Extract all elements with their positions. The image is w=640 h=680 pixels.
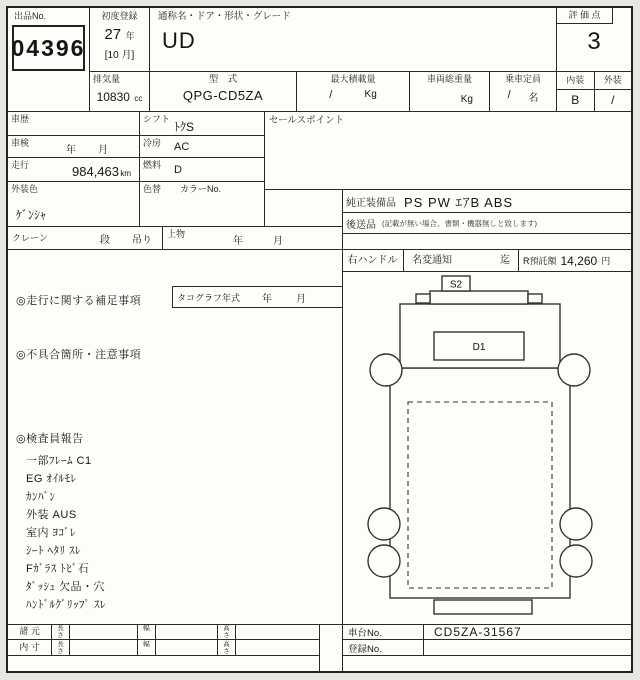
model-code-label: 型 式 (208, 74, 238, 85)
body-color-cell (8, 182, 140, 227)
interior-exterior-value-row (557, 90, 631, 111)
capacity-cell (490, 72, 557, 112)
color-no-label: カラーNo. (180, 184, 222, 194)
mileage-value: 984,463 (72, 164, 119, 179)
deposit-label: R預託額 (523, 256, 557, 266)
first-registration-cell (90, 8, 150, 72)
model-code-cell (150, 72, 297, 112)
displacement-value-row (90, 88, 149, 106)
interior-exterior-cell (557, 72, 631, 112)
upper-body-value: 年 月 (233, 236, 293, 247)
s2-mark: S2 (449, 279, 463, 291)
width-label: 幅 (143, 625, 150, 632)
gross-weight-unit: Kg (460, 94, 473, 105)
chassis-value: CD5ZA-31567 (434, 624, 522, 639)
later-items-note: (記載が無い場合、書類・機器無しと致します) (382, 218, 537, 228)
inner-row-label-cell (8, 640, 52, 656)
report-item: ｼｰﾄ ﾍﾀﾘ ｽﾚ (26, 545, 82, 557)
score-cell (557, 8, 631, 72)
wheel-rear-left-1 (368, 508, 400, 540)
spec-height-label-cell (218, 624, 236, 640)
max-load-unit: Kg (364, 89, 377, 100)
first-registration-year: 27 (104, 26, 122, 43)
sales-point-cell (265, 112, 631, 190)
crane-label: クレーン (12, 233, 48, 243)
crane-hoist-label: 吊り (132, 235, 152, 246)
name-change-until: 迄 (500, 255, 510, 266)
inspection-cell (8, 136, 140, 158)
auction-sheet-form (6, 6, 633, 673)
exterior-grade: / (611, 93, 615, 107)
shift-value: ﾄｸS (174, 120, 195, 134)
vehicle-name-header: 通称名・ドア・形状・グレード (158, 11, 291, 22)
shift-label: シフト (143, 114, 171, 124)
wheel-rear-right-1 (560, 508, 592, 540)
spec-row-label: 諸 元 (19, 626, 40, 636)
history-label: 車歴 (11, 114, 30, 124)
height-label: 高さ (223, 641, 230, 655)
recolor-cell (140, 182, 265, 227)
spec-height-value (236, 624, 320, 640)
mileage-note-heading: ◎走行に関する補足事項 (16, 295, 142, 307)
wheel-rear-left-2 (368, 545, 400, 577)
equipment-label: 純正装備品 (346, 197, 396, 209)
interior-exterior-header-row (557, 72, 631, 90)
model-code-value: QPG-CD5ZA (182, 88, 264, 103)
mileage-label: 走行 (11, 160, 30, 170)
spec-length-value (70, 624, 138, 640)
lot-cell (8, 8, 90, 112)
vehicle-name-cell (150, 8, 557, 72)
interior-label: 内装 (557, 72, 595, 89)
report-item: 室内 ﾖｺﾞﾚ (26, 527, 77, 539)
body-color-value: ｹﾞﾝｼｬ (16, 208, 47, 222)
upper-body-label: 上物 (167, 229, 186, 239)
fuel-cell (140, 158, 265, 182)
handle-deposit-row (342, 249, 631, 272)
truck-rear-bumper (434, 600, 532, 614)
spec-width-label-cell (138, 624, 156, 640)
width-label: 幅 (143, 641, 150, 648)
report-item: EG ｵｲﾙﾓﾚ (26, 473, 77, 485)
truck-front-bumper (430, 291, 528, 304)
first-registration-year-unit: 年 (125, 31, 135, 41)
truck-top-view-svg (342, 272, 631, 624)
chassis-label: 車台No. (348, 627, 382, 639)
steering-label: 右ハンドル (342, 250, 404, 271)
score-value: 3 (587, 28, 601, 55)
crane-stage-label: 段 (100, 235, 110, 246)
capacity-value: / (507, 89, 511, 101)
report-item: ｶﾝﾊﾞﾝ (26, 491, 56, 503)
deposit-unit: 円 (601, 256, 611, 266)
fuel-value: D (174, 164, 182, 176)
inner-width-label-cell (138, 640, 156, 656)
inner-height-value (236, 640, 320, 656)
displacement-unit: cc (134, 94, 143, 103)
spec-length-label-cell (52, 624, 70, 640)
capacity-unit: 名 (528, 93, 539, 104)
report-item: 一部ﾌﾚｰﾑ C1 (26, 455, 92, 467)
crane-cell (8, 227, 163, 250)
max-load-cell (297, 72, 410, 112)
inspector-report-list (26, 452, 326, 614)
vehicle-diagram (342, 272, 631, 624)
length-label: 長さ (57, 641, 64, 655)
truck-front-right-corner (528, 294, 542, 303)
report-item: ﾊﾝﾄﾞﾙｸﾞﾘｯﾌﾟ ｽﾚ (26, 599, 107, 611)
name-change-cell (404, 250, 519, 271)
gross-weight-label: 車両総重量 (426, 74, 472, 84)
recolor-label: 色替 (143, 184, 162, 194)
defects-heading: ◎不具合箇所・注意事項 (16, 349, 142, 361)
inspector-heading: ◎検査員報告 (16, 433, 84, 445)
inner-length-label-cell (52, 640, 70, 656)
sales-point-label: セールスポイント (269, 115, 345, 126)
max-load-value-row (297, 89, 409, 101)
max-load-label: 最大積載量 (330, 74, 376, 84)
displacement-label: 排気量 (93, 74, 121, 84)
spec-row-label-cell (8, 624, 52, 640)
history-cell (8, 112, 140, 136)
report-item: 外装 AUS (26, 509, 77, 521)
later-items-cell (342, 213, 631, 234)
vehicle-name-value: UD (162, 28, 196, 53)
equipment-value: PS PW ｴｱB ABS (404, 194, 514, 210)
capacity-value-row (490, 89, 556, 104)
shift-cell (140, 112, 265, 136)
wheel-rear-right-2 (560, 545, 592, 577)
registration-label: 登録No. (348, 643, 382, 655)
max-load-value: / (329, 89, 333, 101)
inspection-value: 年 月 (66, 145, 114, 156)
body-color-label: 外装色 (11, 184, 39, 194)
inspection-label: 車検 (11, 138, 30, 148)
tachograph-value: 年 月 (262, 293, 314, 305)
sales-point-extension (265, 190, 342, 227)
length-label: 長さ (57, 625, 64, 639)
tachograph-cell (172, 286, 342, 308)
tachograph-label: タコグラフ年式 (177, 292, 241, 303)
first-registration-month: [10 月] (104, 50, 135, 61)
equipment-cell (342, 190, 631, 213)
upper-body-cell (163, 227, 342, 250)
chassis-label-cell (342, 624, 424, 640)
inner-length-value (70, 640, 138, 656)
chassis-value-cell (424, 624, 631, 640)
cooling-cell (140, 136, 265, 158)
height-label: 高さ (223, 625, 230, 639)
inner-width-value (156, 640, 218, 656)
mileage-cell (8, 158, 140, 182)
wheel-front-left (370, 354, 402, 386)
d1-mark: D1 (472, 342, 486, 353)
deposit-cell (519, 250, 631, 271)
deposit-value: 14,260 (560, 253, 598, 268)
wheel-front-right (558, 354, 590, 386)
registration-value-cell (424, 640, 631, 656)
first-registration-label: 初度登録 (101, 11, 138, 21)
inner-height-label-cell (218, 640, 236, 656)
cooling-value: AC (174, 141, 190, 153)
interior-grade: B (557, 90, 595, 111)
mileage-unit: km (120, 169, 131, 178)
name-change-label: 名変通知 (412, 255, 452, 266)
exterior-label: 外装 (603, 75, 622, 85)
cooling-label: 冷房 (143, 138, 162, 148)
report-item: ﾀﾞｯｼｭ 欠品・穴 (26, 581, 106, 593)
inner-row-label: 内 寸 (19, 642, 40, 652)
lot-number: 04396 (12, 25, 85, 71)
score-label: 評 価 点 (557, 8, 613, 24)
gross-weight-cell (410, 72, 490, 112)
report-item: Fｶﾞﾗｽ ﾄﾋﾞ石 (26, 563, 90, 575)
displacement-cell (90, 72, 150, 112)
capacity-label: 乗車定員 (504, 74, 541, 84)
gross-weight-value-row (410, 89, 489, 107)
registration-label-cell (342, 640, 424, 656)
lot-label: 出品No. (14, 11, 47, 21)
fuel-label: 燃料 (143, 160, 162, 170)
displacement-value: 10830 (96, 90, 130, 104)
spec-width-value (156, 624, 218, 640)
first-registration-year-row (90, 26, 149, 44)
truck-front-left-corner (416, 294, 430, 303)
footer-empty-row (8, 656, 320, 671)
later-items-label: 後送品 (346, 219, 376, 231)
